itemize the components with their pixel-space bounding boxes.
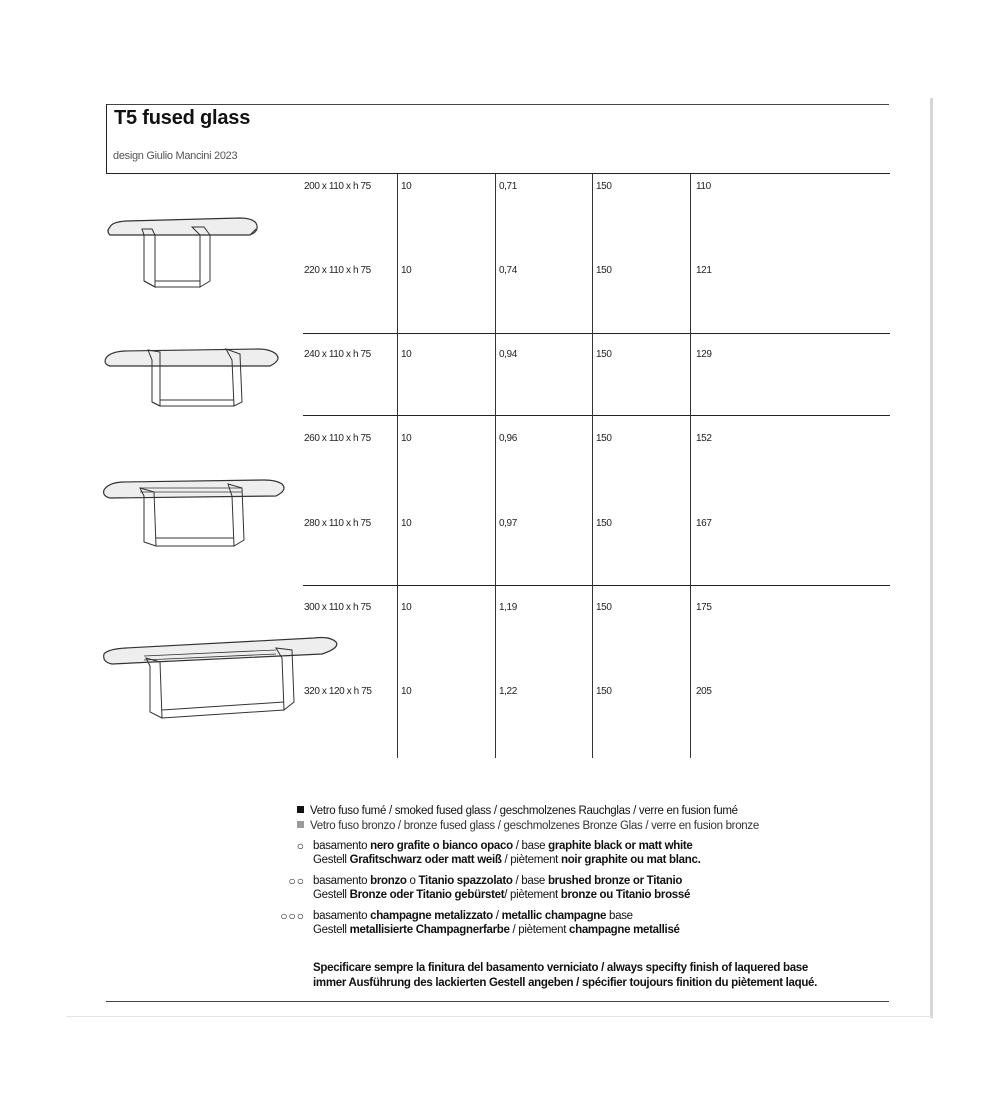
finish-text-bold: bronze ou Titanio brossé [560,889,691,901]
table-cell: 150 [596,265,612,276]
table-cell-dimensions: 300 x 110 x h 75 [304,602,371,613]
header-top-rule [106,104,889,105]
finish-text: / base [512,840,549,852]
legend-glass-bronze [310,820,759,832]
finish-text-bold: metallisierte Champagnerfarbe [349,924,510,936]
table-cell: 150 [596,686,612,697]
finish-text-bold: Grafitschwarz oder matt weiß [349,854,502,866]
table-rule-group-1 [303,333,890,334]
table-cell: 10 [401,686,412,697]
finish-note-line-2: immer Ausführung des lackierten Gestell angeben / spécifier toujours finition du piètement laqué. [313,977,818,989]
finish-3-line-1 [313,910,633,922]
finish-text: o [406,875,419,887]
table-cell: 10 [401,518,412,529]
page-edge [930,98,933,1018]
finish-text-bold: Bronze oder Titanio gebürstet [349,889,505,901]
finish-text-bold: nero grafite o bianco opaco [370,840,513,852]
finish-text: Gestell [313,889,350,901]
finish-2-line-2 [313,889,690,901]
table-illustration-large [100,478,290,553]
table-cell: 152 [696,433,712,444]
table-cell: 0,97 [499,518,517,529]
finish-text: / piètement [509,924,570,936]
table-cell: 150 [596,602,612,613]
table-col-rule-1 [397,174,398,758]
legend-glass-smoked-text: Vetro fuso fumé / smoked fused glass / geschmolzenes Rauchglas / verre en fusion fumé [310,805,738,817]
table-cell: 10 [401,181,412,192]
table-cell: 1,22 [499,686,517,697]
table-col-rule-2 [495,174,496,758]
table-illustration-medium [100,346,285,416]
table-rule-group-3 [303,585,890,586]
table-cell-dimensions: 320 x 120 x h 75 [304,686,372,697]
table-cell: 10 [401,602,412,613]
finish-text: / [492,910,502,922]
finish-text: basamento [313,840,371,852]
designer-credit: design Giulio Mancini 2023 [113,150,238,162]
table-illustration-xlarge [100,632,345,722]
finish-text-bold: bronzo [370,875,407,887]
finish-text-bold: champagne metalizzato [370,910,493,922]
finish-text: Gestell [313,854,350,866]
smoked-swatch-icon [297,806,304,813]
table-cell: 10 [401,265,412,276]
table-col-rule-4 [690,174,691,758]
header-left-rule [106,104,107,174]
finish-text: / base [512,875,548,887]
table-rule-group-2 [303,415,890,416]
table-cell: 150 [596,349,612,360]
table-cell: 150 [596,433,612,444]
finish-text: base [606,910,633,922]
table-cell: 167 [696,518,712,529]
finish-3-line-2 [313,924,680,936]
table-cell: 110 [696,181,711,192]
finish-1-line-1 [313,840,692,852]
header-bottom-rule [106,173,278,174]
table-cell: 121 [696,265,712,276]
table-cell: 10 [401,433,412,444]
table-cell-dimensions: 200 x 110 x h 75 [304,181,371,192]
table-cell-dimensions: 220 x 110 x h 75 [304,265,371,276]
finish-1-circle-icon: ○ [296,839,305,853]
finish-2-line-1 [313,875,682,887]
table-cell: 129 [696,349,712,360]
page-bottom-edge [66,1016,932,1017]
finish-note-line-1: Specificare sempre la finitura del basamento verniciato / always specifty finish of laquered base [313,962,808,974]
table-cell: 0,74 [499,265,517,276]
finish-1-line-2 [313,854,700,866]
table-cell-dimensions: 280 x 110 x h 75 [304,518,371,529]
table-cell: 175 [696,602,712,613]
finish-text: / piètement [501,854,561,866]
table-cell: 0,71 [499,181,517,192]
footer-rule [106,1001,889,1002]
legend-glass-bronze-text: Vetro fuso bronzo / bronze fused glass / geschmolzenes Bronze Glas / verre en fusion bronze [310,820,759,832]
finish-text: / piètement [504,889,561,901]
table-cell: 1,19 [499,602,517,613]
table-cell: 0,96 [499,433,517,444]
finish-text: basamento [313,875,371,887]
table-cell: 205 [696,686,712,697]
finish-text-bold: metallic champagne [501,910,607,922]
table-cell: 150 [596,181,612,192]
finish-text: Gestell [313,924,350,936]
table-cell: 150 [596,518,612,529]
table-rule-top [278,173,890,174]
table-cell-dimensions: 240 x 110 x h 75 [304,349,371,360]
finish-2-circle-icon: ○○ [288,874,305,888]
table-illustration-small [100,215,270,295]
table-cell: 0,94 [499,349,517,360]
table-cell: 10 [401,349,412,360]
finish-text-bold: brushed bronze or Titanio [547,875,683,887]
page-title: T5 fused glass [114,107,251,129]
finish-text: basamento [313,910,371,922]
finish-3-circle-icon: ○○○ [280,909,305,923]
legend-glass-smoked [310,805,738,817]
finish-text-bold: graphite black or matt white [548,840,693,852]
table-cell-dimensions: 260 x 110 x h 75 [304,433,371,444]
bronze-swatch-icon [297,821,304,828]
finish-text-bold: Titanio spazzolato [418,875,513,887]
finish-text-bold: champagne metallisé [569,924,680,936]
table-col-rule-3 [592,174,593,758]
finish-text-bold: noir graphite ou mat blanc. [560,854,701,866]
